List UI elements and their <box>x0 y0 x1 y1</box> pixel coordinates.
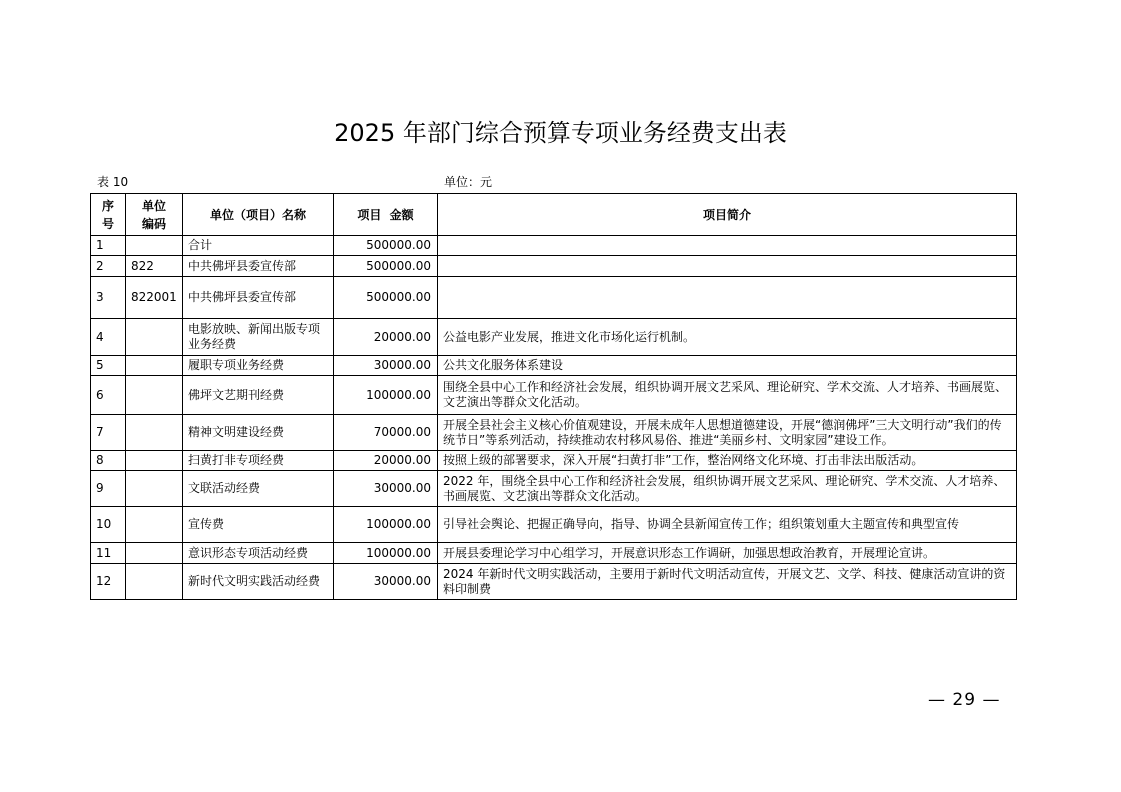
header-description: 项目简介 <box>438 194 1017 236</box>
header-code <box>126 194 183 236</box>
cell-name: 履职专项业务经费 <box>183 356 334 376</box>
cell-seq: 12 <box>91 564 126 600</box>
cell-description: 2022 年，围绕全县中心工作和经济社会发展，组织协调开展文艺采风、理论研究、学术交流、人才培养、书画展览、文艺演出等群众文化活动。 <box>438 471 1017 507</box>
table-row <box>91 415 1017 451</box>
cell-description: 按照上级的部署要求，深入开展“扫黄打非”工作，整治网络文化环境、打击非法出版活动。 <box>438 451 1017 471</box>
cell-description: 公共文化服务体系建设 <box>438 356 1017 376</box>
cell-amount: 500000.00 <box>334 277 438 319</box>
header-code-line2: 编码 <box>141 216 166 231</box>
cell-code: 822 <box>126 256 183 277</box>
cell-seq: 8 <box>91 451 126 471</box>
cell-name: 扫黄打非专项经费 <box>183 451 334 471</box>
table-row <box>91 236 1017 256</box>
cell-code <box>126 543 183 564</box>
cell-name: 意识形态专项活动经费 <box>183 543 334 564</box>
cell-seq: 11 <box>91 543 126 564</box>
header-seq-line1: 序 <box>101 198 114 213</box>
table-row <box>91 507 1017 543</box>
table-row <box>91 277 1017 319</box>
table-row <box>91 471 1017 507</box>
cell-name: 新时代文明实践活动经费 <box>183 564 334 600</box>
cell-seq: 6 <box>91 376 126 415</box>
cell-seq: 5 <box>91 356 126 376</box>
table-label: 表 10 <box>97 175 129 189</box>
table-row <box>91 543 1017 564</box>
table-row <box>91 319 1017 356</box>
cell-description: 公益电影产业发展，推进文化市场化运行机制。 <box>438 319 1017 356</box>
table-row <box>91 451 1017 471</box>
cell-amount: 30000.00 <box>334 356 438 376</box>
cell-code <box>126 236 183 256</box>
cell-amount: 30000.00 <box>334 564 438 600</box>
cell-amount: 20000.00 <box>334 319 438 356</box>
cell-description <box>438 256 1017 277</box>
cell-name: 中共佛坪县委宣传部 <box>183 256 334 277</box>
cell-seq: 10 <box>91 507 126 543</box>
cell-amount: 500000.00 <box>334 236 438 256</box>
cell-seq: 2 <box>91 256 126 277</box>
cell-seq: 4 <box>91 319 126 356</box>
cell-description: 开展全县社会主义核心价值观建设，开展未成年人思想道德建设，开展“德润佛坪”三大文明行动”我们的传统节日”等系列活动，持续推动农村移风易俗、推进“美丽乡村、文明家园”建设工作。 <box>438 415 1017 451</box>
cell-name: 文联活动经费 <box>183 471 334 507</box>
cell-seq: 9 <box>91 471 126 507</box>
header-seq-line2: 号 <box>101 216 114 231</box>
cell-amount: 500000.00 <box>334 256 438 277</box>
header-code-line1: 单位 <box>141 198 166 213</box>
cell-name: 合计 <box>183 236 334 256</box>
cell-description: 2024 年新时代文明实践活动，主要用于新时代文明活动宣传，开展文艺、文学、科技、健康活动宣讲的资料印制费 <box>438 564 1017 600</box>
cell-seq: 1 <box>91 236 126 256</box>
budget-table <box>90 193 1017 600</box>
cell-description <box>438 277 1017 319</box>
cell-description <box>438 236 1017 256</box>
cell-description: 开展县委理论学习中心组学习，开展意识形态工作调研，加强思想政治教育，开展理论宣讲。 <box>438 543 1017 564</box>
cell-amount: 20000.00 <box>334 451 438 471</box>
header-amount: 项目 金额 <box>334 194 438 236</box>
cell-code <box>126 319 183 356</box>
cell-seq: 7 <box>91 415 126 451</box>
header-name: 单位（项目）名称 <box>183 194 334 236</box>
cell-name: 电影放映、新闻出版专项业务经费 <box>183 319 334 356</box>
cell-amount: 100000.00 <box>334 376 438 415</box>
page-title: 2025 年部门综合预算专项业务经费支出表 <box>334 119 787 147</box>
cell-code <box>126 356 183 376</box>
unit-label: 单位：元 <box>444 175 493 189</box>
cell-amount: 100000.00 <box>334 543 438 564</box>
header-row <box>91 194 1017 236</box>
cell-seq: 3 <box>91 277 126 319</box>
cell-description: 围绕全县中心工作和经济社会发展，组织协调开展文艺采风、理论研究、学术交流、人才培养、书画展览、文艺演出等群众文化活动。 <box>438 376 1017 415</box>
cell-name: 中共佛坪县委宣传部 <box>183 277 334 319</box>
table-row <box>91 564 1017 600</box>
cell-name: 精神文明建设经费 <box>183 415 334 451</box>
cell-code <box>126 507 183 543</box>
cell-description: 引导社会舆论、把握正确导向，指导、协调全县新闻宣传工作；组织策划重大主题宣传和典型宣传 <box>438 507 1017 543</box>
cell-amount: 30000.00 <box>334 471 438 507</box>
cell-code <box>126 564 183 600</box>
cell-code <box>126 376 183 415</box>
cell-name: 佛坪文艺期刊经费 <box>183 376 334 415</box>
cell-code <box>126 471 183 507</box>
table-row <box>91 256 1017 277</box>
cell-amount: 100000.00 <box>334 507 438 543</box>
table-row <box>91 376 1017 415</box>
cell-code <box>126 451 183 471</box>
cell-code <box>126 415 183 451</box>
cell-amount: 70000.00 <box>334 415 438 451</box>
table-row <box>91 356 1017 376</box>
page-number: — 29 — <box>928 690 1001 710</box>
cell-code: 822001 <box>126 277 183 319</box>
cell-name: 宣传费 <box>183 507 334 543</box>
header-seq <box>91 194 126 236</box>
